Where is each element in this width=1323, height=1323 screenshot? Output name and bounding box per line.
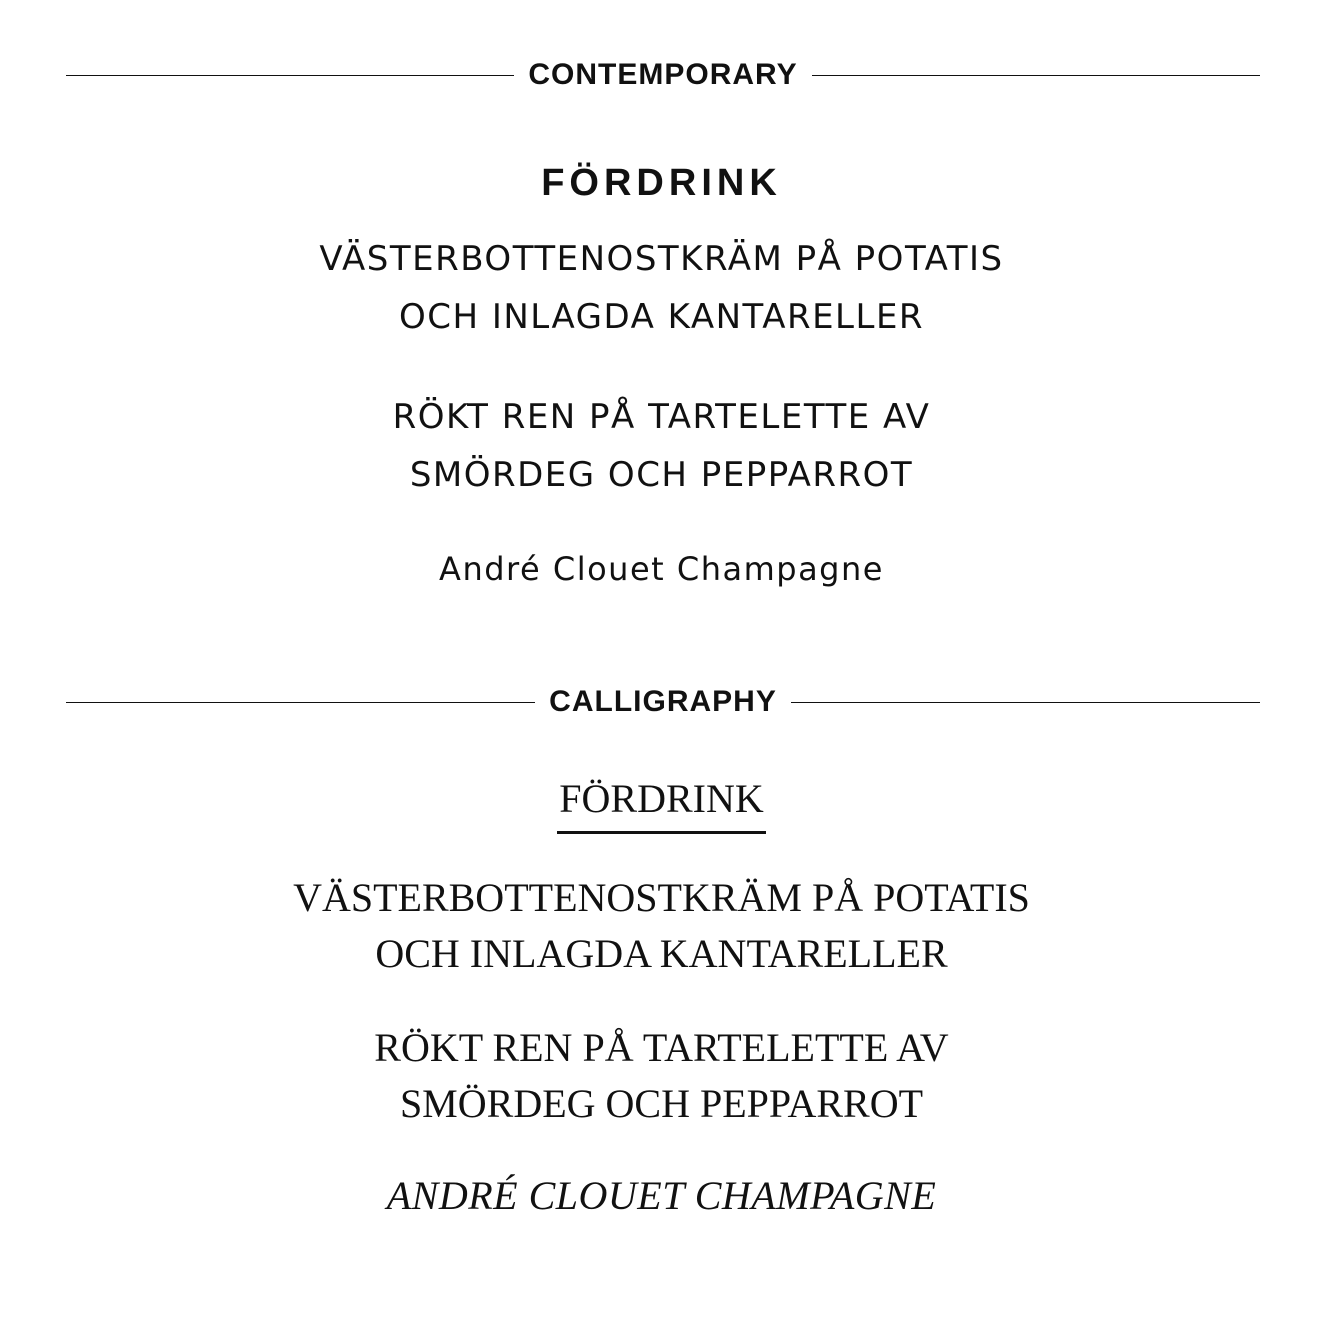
dish-line: RÖKT REN PÅ TARTELETTE AV (374, 1025, 949, 1070)
header-rule-right (791, 702, 1260, 703)
course-title-text: FÖRDRINK (557, 775, 765, 834)
dish-line: OCH INLAGDA KANTARELLER (398, 297, 925, 337)
contemporary-dish-2 (0, 388, 1323, 504)
dish-line: VÄSTERBOTTENOSTKRÄM PÅ POTATIS (319, 239, 1004, 279)
dish-line: RÖKT REN PÅ TARTELETTE AV (392, 397, 931, 437)
contemporary-section-header (66, 58, 1260, 92)
section-label: CALLIGRAPHY (549, 685, 777, 718)
header-rule-left (66, 75, 514, 76)
dish-line: SMÖRDEG OCH PEPPARROT (409, 455, 914, 495)
header-rule-right (812, 75, 1260, 76)
section-label: CONTEMPORARY (528, 58, 798, 91)
dish-line: SMÖRDEG OCH PEPPARROT (399, 1081, 924, 1126)
header-rule-left (66, 702, 535, 703)
contemporary-course-title: FÖRDRINK (541, 162, 782, 204)
calligraphy-course-title (0, 775, 1323, 834)
dish-line: VÄSTERBOTTENOSTKRÄM PÅ POTATIS (293, 875, 1030, 920)
calligraphy-wine: ANDRÉ CLOUET CHAMPAGNE (386, 1173, 937, 1218)
calligraphy-dish-1 (0, 870, 1323, 982)
contemporary-wine: André Clouet Champagne (439, 550, 884, 588)
dish-line: OCH INLAGDA KANTARELLER (375, 931, 948, 976)
calligraphy-dish-2 (0, 1020, 1323, 1132)
calligraphy-section-header (66, 685, 1260, 719)
contemporary-dish-1 (0, 230, 1323, 346)
